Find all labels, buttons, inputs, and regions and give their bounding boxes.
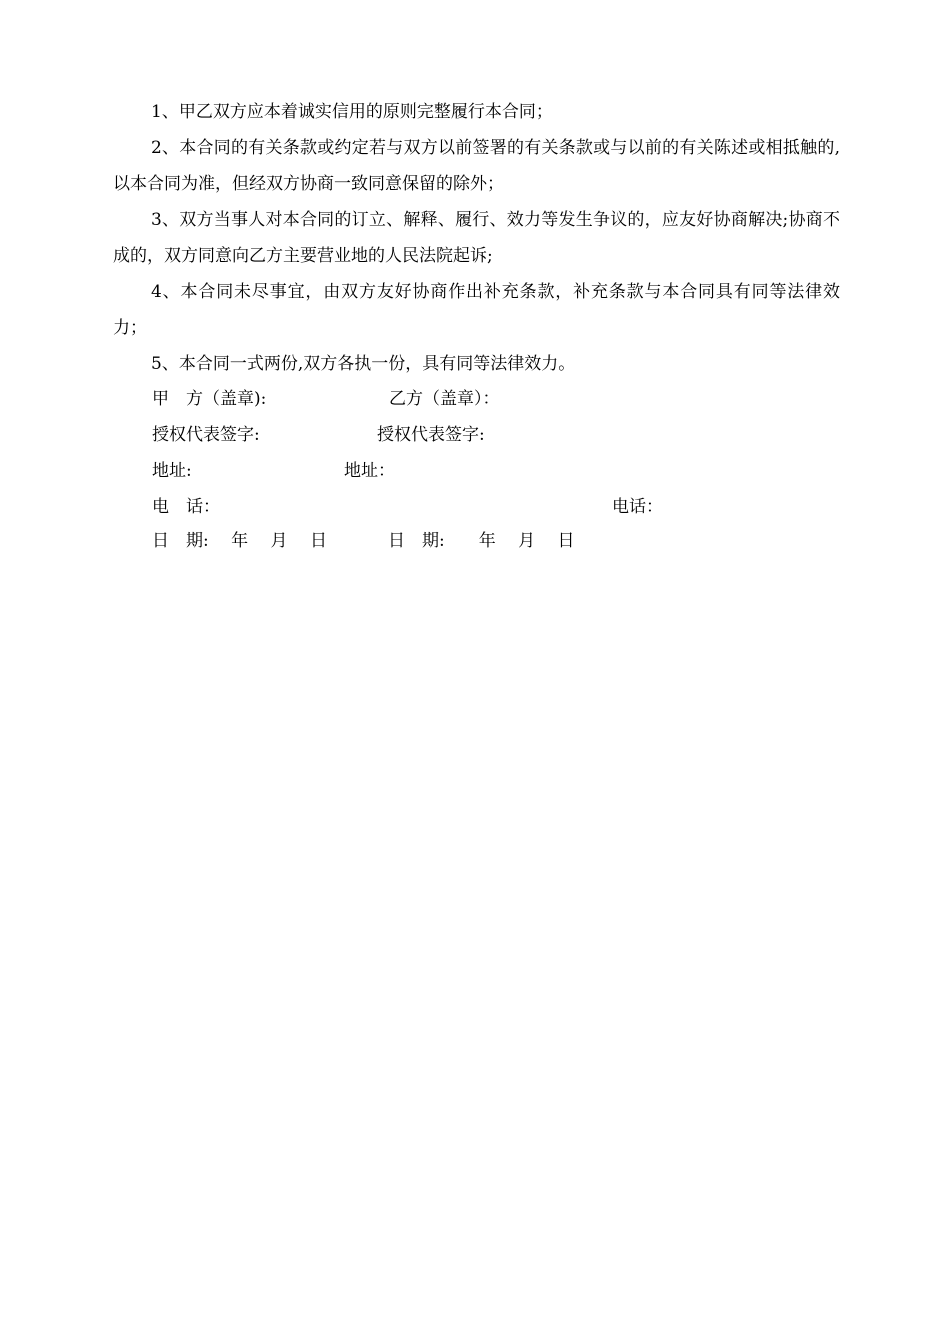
party-a-representative-label: 授权代表签字: bbox=[152, 425, 260, 445]
party-b-representative-label: 授权代表签字: bbox=[377, 425, 485, 445]
party-a-date-label: 日 期: 年 月 日 bbox=[152, 531, 327, 551]
party-a-address-label: 地址: bbox=[152, 461, 192, 481]
party-b-phone-label: 电话： bbox=[612, 497, 663, 517]
party-b-address-label: 地址： bbox=[344, 461, 395, 481]
clause-3: 3、双方当事人对本合同的订立、解释、履行、效力等发生争议的，应友好协商解决;协商不成的，双方同意向乙方主要营业地的人民法院起诉; bbox=[113, 210, 840, 266]
clause-1: 1、甲乙双方应本着诚实信用的原则完整履行本合同； bbox=[151, 102, 553, 122]
party-b-seal-label: 乙方（盖章）： bbox=[389, 389, 500, 409]
contract-clauses bbox=[113, 94, 840, 382]
party-a-phone-label: 电 话： bbox=[152, 497, 220, 517]
clause-5: 5、本合同一式两份,双方各执一份，具有同等法律效力。 bbox=[151, 354, 576, 374]
clause-2: 2、本合同的有关条款或约定若与双方以前签署的有关条款或与以前的有关陈述或相抵触的,以本合同为准，但经双方协商一致同意保留的除外； bbox=[113, 138, 840, 194]
clause-4: 4、本合同未尽事宜，由双方友好协商作出补充条款，补充条款与本合同具有同等法律效力； bbox=[113, 282, 840, 338]
party-a-seal-label: 甲 方（盖章): bbox=[152, 389, 267, 409]
party-b-date-label: 日 期: 年 月 日 bbox=[388, 531, 575, 551]
